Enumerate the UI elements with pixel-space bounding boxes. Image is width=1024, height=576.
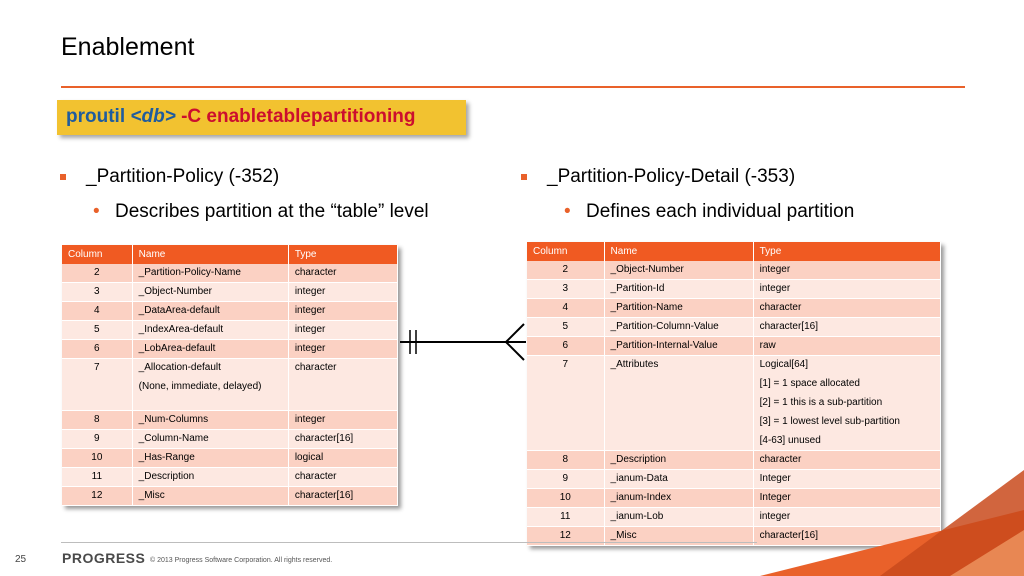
cell-column: 11 — [527, 508, 604, 527]
cell-type-text: integer — [759, 283, 791, 294]
cell-column: 7 — [527, 356, 604, 451]
table-row — [62, 359, 398, 411]
right-sub-text: Defines each individual partition — [586, 201, 855, 222]
column-header: Column — [527, 242, 604, 261]
cell-type-text: integer — [759, 264, 791, 275]
cell-name — [604, 299, 753, 318]
cell-name-text: _Attributes — [610, 359, 659, 370]
cell-name-text: _Has-Range — [138, 452, 195, 463]
cell-name-text: _Partition-Column-Value — [610, 321, 719, 332]
table-row — [62, 302, 398, 321]
footer-divider — [61, 542, 757, 543]
cell-name-text: _Num-Columns — [138, 414, 209, 425]
cell-column: 4 — [527, 299, 604, 318]
cell-name-text: _IndexArea-default — [138, 324, 224, 335]
table-row — [62, 283, 398, 302]
cell-type — [288, 468, 397, 487]
cell-type — [288, 321, 397, 340]
cell-type-text: character — [294, 471, 337, 482]
left-sub-bullet — [93, 201, 429, 223]
table-row — [527, 356, 941, 451]
cell-name-text: _ianum-Index — [610, 492, 672, 503]
one-to-many-connector-icon — [400, 322, 526, 362]
cell-type-text: logical — [294, 452, 324, 463]
cell-name-text: _DataArea-default — [138, 305, 220, 316]
cell-type — [753, 356, 940, 451]
column-header: Column — [62, 245, 132, 264]
cell-type-text: character — [294, 267, 337, 278]
table-row — [527, 451, 941, 470]
table-row — [62, 468, 398, 487]
cell-type-text: character[16] — [759, 321, 818, 332]
table-row — [62, 430, 398, 449]
cell-name-text: _Partition-Policy-Name — [138, 267, 241, 278]
command-text — [66, 106, 415, 128]
cell-column: 8 — [527, 451, 604, 470]
cell-type-text: character — [294, 362, 337, 373]
cell-column: 12 — [62, 487, 132, 506]
orange-square-bullet-icon — [521, 174, 527, 180]
cell-column: 9 — [527, 470, 604, 489]
cell-type — [288, 359, 397, 411]
table-row — [62, 321, 398, 340]
cell-column: 6 — [62, 340, 132, 359]
orange-square-bullet-icon — [60, 174, 66, 180]
cell-column: 2 — [62, 264, 132, 283]
cell-type-text: integer — [294, 286, 326, 297]
table-row — [62, 264, 398, 283]
title-divider — [61, 86, 965, 88]
column-header: Type — [753, 242, 940, 261]
right-bullet-text: _Partition-Policy-Detail (-353) — [547, 166, 796, 187]
table-row — [527, 299, 941, 318]
table-row — [62, 411, 398, 430]
cell-name — [604, 261, 753, 280]
cell-type-text: Logical[64] — [759, 359, 808, 370]
cell-type-text: raw — [759, 340, 776, 351]
table-row — [527, 318, 941, 337]
table-row — [527, 337, 941, 356]
cell-type — [288, 264, 397, 283]
cell-name — [132, 359, 288, 411]
table-row — [527, 280, 941, 299]
cell-type — [753, 451, 940, 470]
cell-type — [753, 280, 940, 299]
cell-type — [753, 318, 940, 337]
cell-name — [604, 470, 753, 489]
cell-name-text: _Column-Name — [138, 433, 209, 444]
cell-name — [132, 302, 288, 321]
left-sub-text: Describes partition at the “table” level — [115, 201, 429, 222]
cell-type-text: integer — [294, 414, 326, 425]
partition-policy-table — [62, 245, 398, 506]
table-row — [527, 261, 941, 280]
column-header: Type — [288, 245, 397, 264]
cell-column: 10 — [527, 489, 604, 508]
cell-name-text: _Misc — [610, 530, 637, 541]
right-bullet — [547, 166, 795, 188]
cell-name — [604, 280, 753, 299]
cell-column: 8 — [62, 411, 132, 430]
cell-name — [132, 264, 288, 283]
cell-type — [288, 340, 397, 359]
cell-column: 3 — [62, 283, 132, 302]
cell-name-text: _ianum-Data — [610, 473, 668, 484]
table-header-row — [527, 242, 941, 261]
cell-type-note: [4-63] unused — [759, 435, 821, 446]
cell-type-text: Integer — [759, 473, 791, 484]
cell-name — [132, 449, 288, 468]
cell-type-text: integer — [759, 511, 791, 522]
cell-name-text: _ianum-Lob — [610, 511, 664, 522]
cell-type-text: character[16] — [294, 490, 354, 501]
cell-type-text: integer — [294, 305, 326, 316]
slide-title: Enablement — [61, 33, 195, 61]
cell-column: 12 — [527, 527, 604, 546]
cell-type — [288, 411, 397, 430]
cell-column: 5 — [62, 321, 132, 340]
cell-type-text: integer — [294, 343, 326, 354]
cell-type — [288, 430, 397, 449]
cell-name-text: _Object-Number — [610, 264, 684, 275]
cell-name — [132, 430, 288, 449]
cell-column: 2 — [527, 261, 604, 280]
cell-name-text: _LobArea-default — [138, 343, 216, 354]
cell-name — [132, 468, 288, 487]
cell-type-text: character[16] — [294, 433, 354, 444]
table-row — [62, 340, 398, 359]
cell-type-text: character — [759, 454, 802, 465]
command-db-placeholder: <db> — [130, 106, 176, 127]
cell-column: 3 — [527, 280, 604, 299]
table-header-row — [62, 245, 398, 264]
cell-type-text: character[16] — [759, 530, 818, 541]
cell-type-note: [2] = 1 this is a sub-partition — [759, 397, 883, 408]
copyright-text: © 2013 Progress Software Corporation. All rights reserved. — [150, 557, 333, 564]
cell-type — [288, 283, 397, 302]
column-header: Name — [604, 242, 753, 261]
cell-column: 4 — [62, 302, 132, 321]
cell-name-text: _Allocation-default — [138, 362, 221, 373]
command-argument: enabletablepartitioning — [206, 106, 416, 127]
corner-decoration-icon — [760, 470, 1024, 576]
dot-bullet-icon: • — [564, 201, 571, 222]
cell-name — [604, 508, 753, 527]
cell-column: 5 — [527, 318, 604, 337]
cell-column: 11 — [62, 468, 132, 487]
cell-type-text: integer — [294, 324, 326, 335]
cell-name-text: _Description — [610, 454, 667, 465]
cell-name — [604, 489, 753, 508]
progress-logo: PROGRESS — [62, 550, 146, 566]
cell-type — [288, 302, 397, 321]
cell-name-text: _Partition-Internal-Value — [610, 340, 718, 351]
cell-name — [132, 487, 288, 506]
cell-name-text: _Partition-Name — [610, 302, 683, 313]
cell-name — [604, 451, 753, 470]
cell-type-text: Integer — [759, 492, 791, 503]
cell-type-note: [1] = 1 space allocated — [759, 378, 860, 389]
right-sub-bullet — [564, 201, 855, 223]
cell-column: 6 — [527, 337, 604, 356]
left-bullet-text: _Partition-Policy (-352) — [86, 166, 280, 187]
cell-type-text: character — [759, 302, 802, 313]
cell-name — [604, 318, 753, 337]
column-header: Name — [132, 245, 288, 264]
cell-type-note: [3] = 1 lowest level sub-partition — [759, 416, 900, 427]
command-proutil: proutil — [66, 106, 126, 127]
cell-column: 9 — [62, 430, 132, 449]
cell-name — [132, 283, 288, 302]
cell-name — [132, 340, 288, 359]
cell-name-text: _Description — [138, 471, 195, 482]
cell-type — [753, 299, 940, 318]
dot-bullet-icon: • — [93, 201, 100, 222]
cell-name — [132, 411, 288, 430]
table-row — [62, 449, 398, 468]
cell-name — [604, 337, 753, 356]
command-flag: -C — [181, 106, 202, 127]
left-bullet — [86, 166, 279, 188]
cell-name — [132, 321, 288, 340]
cell-column: 7 — [62, 359, 132, 411]
cell-type — [753, 337, 940, 356]
page-number: 25 — [15, 554, 27, 565]
cell-type — [288, 449, 397, 468]
cell-name-text: _Object-Number — [138, 286, 213, 297]
cell-name — [604, 356, 753, 451]
cell-type — [753, 261, 940, 280]
cell-name-note: (None, immediate, delayed) — [138, 381, 262, 392]
cell-name-text: _Partition-Id — [610, 283, 665, 294]
cell-name-text: _Misc — [138, 490, 165, 501]
table-row — [62, 487, 398, 506]
cell-column: 10 — [62, 449, 132, 468]
cell-type — [288, 487, 397, 506]
